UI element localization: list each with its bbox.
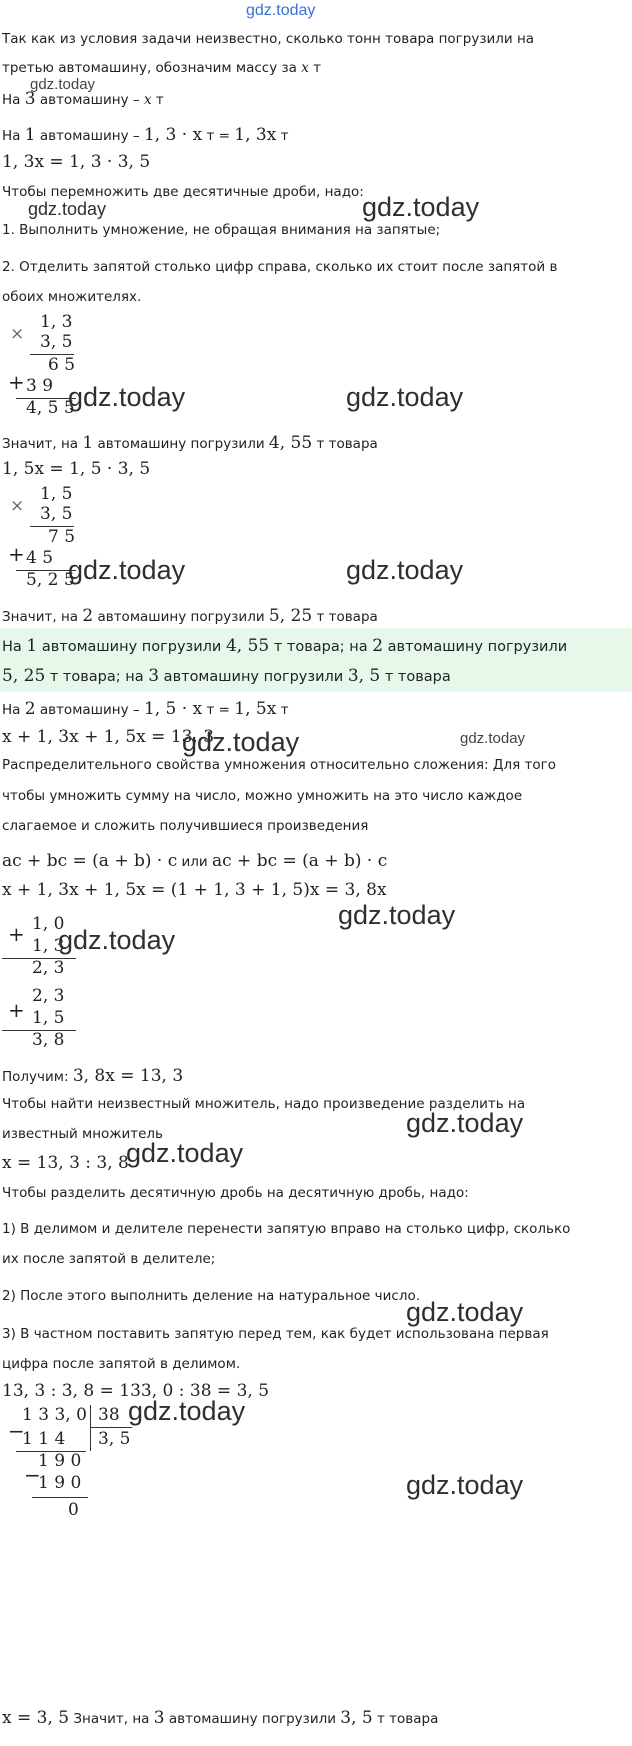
text-got: Получим: 3, 8x = 13, 3	[2, 1066, 184, 1086]
distributive-formula: ac + bc = (a + b) · c или ac + bc = (a + b) · c	[2, 851, 388, 871]
text-distributive-1: Распределительного свойства умножения относительно сложения: Для того	[2, 757, 556, 773]
text-factor-rule-2: известный множитель	[2, 1126, 164, 1142]
calc-rule	[32, 1497, 88, 1498]
times-sign: ×	[10, 496, 25, 516]
text-division-rule-1a: 1) В делимом и делителе перенести запятую вправо на столько цифр, сколько	[2, 1221, 571, 1237]
plus-sign: +	[8, 922, 25, 946]
minus-sign: −	[8, 1419, 25, 1443]
remainder-1: 1 9 0	[38, 1451, 82, 1471]
addend-a: 1, 0	[32, 914, 65, 934]
watermark-top: gdz.today	[246, 2, 316, 19]
text-mult-rule-2b: обоих множителях.	[2, 289, 142, 305]
watermark: gdz.today	[126, 1138, 244, 1168]
times-sign: ×	[10, 324, 25, 344]
watermark: gdz.today	[28, 199, 107, 219]
factor-b: 3, 5	[40, 504, 73, 524]
final-answer-line: x = 3, 5 Значит, на 3 автомашину погрузили 3, 5 т товара	[2, 1708, 439, 1728]
partial-product-2: 3 9	[26, 376, 54, 396]
text-division-rule-1b: их после запятой в делителе;	[2, 1251, 216, 1267]
partial-product-2: 4 5	[26, 548, 54, 568]
text-division-rule-2: 2) После этого выполнить деление на натуральное число.	[2, 1288, 420, 1304]
watermark: gdz.today	[362, 192, 480, 222]
text-car3-line: На 3 автомашину – x т	[2, 89, 164, 109]
watermark: gdz.today	[68, 555, 186, 585]
text-intro-line1: Так как из условия задачи неизвестно, сколько тонн товара погрузили на	[2, 31, 535, 47]
product-result: 5, 2 5	[26, 570, 75, 590]
remainder-final: 0	[68, 1500, 79, 1520]
watermark: gdz.today	[346, 555, 464, 585]
watermark: gdz.today	[460, 730, 526, 747]
addend-a: 2, 3	[32, 986, 65, 1006]
text-factor-rule-1: Чтобы найти неизвестный множитель, надо произведение разделить на	[2, 1096, 526, 1112]
partial-product-1: 7 5	[48, 527, 76, 547]
text-division-rule-title: Чтобы разделить десятичную дробь на десятичную дробь, надо:	[2, 1185, 469, 1201]
watermark: gdz.today	[182, 727, 300, 757]
partial-product-1: 6 5	[48, 355, 76, 375]
text-distributive-3: слагаемое и сложить получившиеся произведения	[2, 818, 369, 834]
watermark: gdz.today	[338, 900, 456, 930]
quotient: 3, 5	[98, 1429, 131, 1449]
watermark: gdz.today	[68, 382, 186, 412]
watermark: gdz.today	[30, 76, 96, 93]
watermark: gdz.today	[346, 382, 464, 412]
factor-b: 3, 5	[40, 332, 73, 352]
text-car2-line: На 2 автомашину – 1, 5 · x т = 1, 5x т	[2, 699, 289, 719]
minus-sign: −	[24, 1463, 41, 1487]
product-result: 4, 5 5	[26, 398, 75, 418]
text-distributive-2: чтобы умножить сумму на число, можно умножить на это число каждое	[2, 788, 523, 804]
long-division	[2, 1405, 142, 1535]
text-mult-rule-title: Чтобы перемножить две десятичные дроби, надо:	[2, 184, 364, 200]
plus-sign: +	[8, 370, 25, 394]
factor-a: 1, 5	[40, 484, 73, 504]
equation-4: x + 1, 3x + 1, 5x = (1 + 1, 3 + 1, 5)x = 3, 8x	[2, 880, 387, 900]
dividend: 1 3 3, 0	[22, 1405, 87, 1425]
addend-b: 1, 5	[32, 1008, 65, 1028]
watermark: gdz.today	[58, 925, 176, 955]
factor-a: 1, 3	[40, 312, 73, 332]
text-mult-rule-2a: 2. Отделить запятой столько цифр справа, сколько их стоит после запятой в	[2, 259, 558, 275]
text-result-car2: Значит, на 2 автомашину погрузили 5, 25 т товара	[2, 606, 378, 626]
division-bar	[90, 1405, 91, 1451]
watermark: gdz.today	[128, 1396, 246, 1426]
equation-2: 1, 5x = 1, 5 · 3, 5	[2, 459, 151, 479]
text-division-rule-3b: цифра после запятой в делимом.	[2, 1356, 241, 1372]
text-intro-line2: третью автомашину, обозначим массу за x т	[2, 60, 322, 76]
column-addition-2	[2, 986, 82, 1052]
addend-b: 1, 3	[32, 936, 65, 956]
text-result-car1: Значит, на 1 автомашину погрузили 4, 55 т товара	[2, 433, 378, 453]
sum-result: 2, 3	[32, 958, 65, 978]
plus-sign: +	[8, 542, 25, 566]
answer-line1: На 1 автомашину погрузили 4, 55 т товара; на 2 автомашину погрузили	[2, 636, 568, 656]
answer-line2: 5, 25 т товара; на 3 автомашину погрузили 3, 5 т товара	[2, 666, 451, 686]
watermark: gdz.today	[406, 1108, 524, 1138]
divisor: 38	[98, 1405, 120, 1425]
equation-3: x + 1, 3x + 1, 5x = 13, 3	[2, 727, 215, 747]
text-car1-line: На 1 автомашину – 1, 3 · x т = 1, 3x т	[2, 125, 289, 145]
plus-sign: +	[8, 998, 25, 1022]
subtrahend-1: 1 1 4	[22, 1429, 66, 1449]
watermark: gdz.today	[406, 1470, 524, 1500]
equation-1: 1, 3x = 1, 3 · 3, 5	[2, 152, 151, 172]
subtrahend-2: 1 9 0	[38, 1473, 82, 1493]
division-rule	[90, 1427, 132, 1428]
sum-result: 3, 8	[32, 1030, 65, 1050]
watermark: gdz.today	[406, 1297, 524, 1327]
equation-6: 13, 3 : 3, 8 = 133, 0 : 38 = 3, 5	[2, 1381, 270, 1401]
equation-5: x = 13, 3 : 3, 8	[2, 1153, 129, 1173]
text-division-rule-3a: 3) В частном поставить запятую перед тем, как будет использована первая	[2, 1326, 549, 1342]
text-mult-rule-1: 1. Выполнить умножение, не обращая внимания на запятые;	[2, 222, 441, 238]
